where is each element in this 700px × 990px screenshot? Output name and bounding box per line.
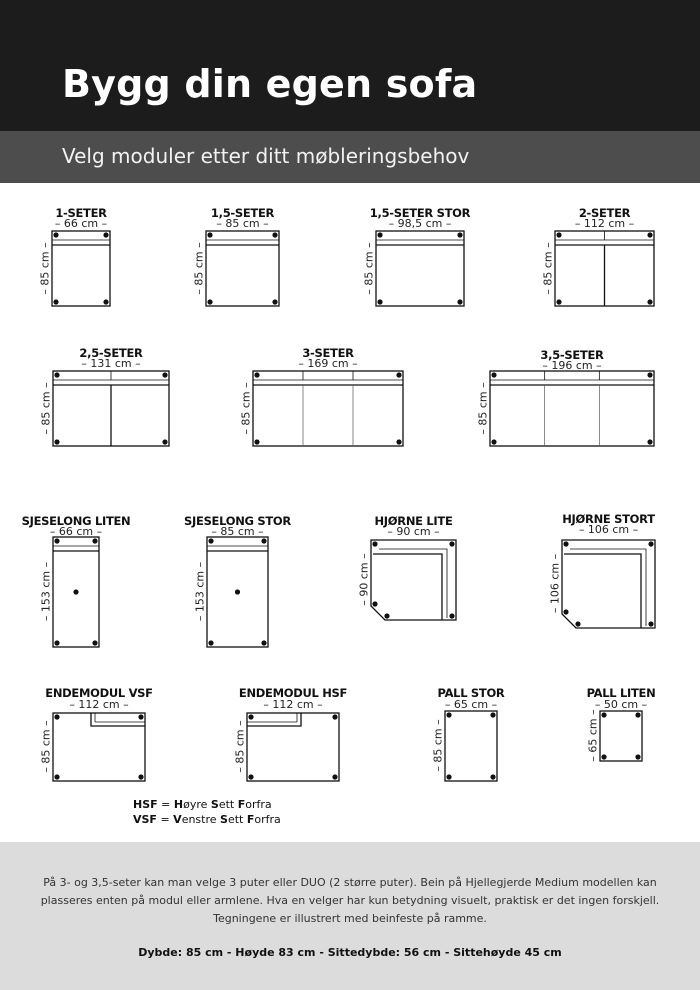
- width-label: – 112 cm –: [574, 217, 635, 230]
- leg-dot: [103, 299, 108, 304]
- page-title: Bygg din egen sofa: [62, 62, 478, 106]
- width-label: – 66 cm –: [54, 217, 108, 230]
- leg-dot: [54, 714, 59, 719]
- leg-dot: [556, 232, 561, 237]
- module-outline: [376, 231, 464, 306]
- dimension-specs: Dybde: 85 cm - Høyde 83 cm - Sittedybde: 56 cm - Sittehøyde 45 cm: [138, 946, 562, 959]
- module-name: 1-SETER: [55, 206, 107, 220]
- leg-dot: [73, 589, 78, 594]
- module-name: 2-SETER: [578, 206, 631, 220]
- leg-dot: [272, 232, 277, 237]
- note-line: plasseres enten på modul eller armlene. Hva en velger har kun betydning visuelt, praktisk er det ingen forskjell.: [40, 894, 660, 907]
- depth-label: – 85 cm –: [38, 241, 52, 295]
- depth-label: – 85 cm –: [39, 720, 53, 773]
- module-name: HJØRNE LITE: [374, 514, 453, 528]
- leg-dot: [377, 299, 382, 304]
- module-name: SJESELONG LITEN: [21, 514, 131, 528]
- width-label: – 169 cm –: [298, 357, 358, 370]
- leg-dot: [103, 232, 108, 237]
- leg-dot: [575, 621, 580, 626]
- legend: [133, 797, 281, 827]
- depth-label: – 85 cm –: [233, 720, 247, 773]
- backrest-line: [379, 549, 447, 618]
- leg-dot: [396, 372, 401, 377]
- leg-dot: [248, 774, 253, 779]
- width-label: – 85 cm –: [211, 525, 264, 538]
- leg-dot: [647, 372, 652, 377]
- module-outline: [247, 713, 339, 781]
- leg-dot: [601, 754, 606, 759]
- module-name: 1,5-SETER STOR: [369, 206, 471, 220]
- leg-dot: [254, 372, 259, 377]
- leg-dot: [248, 714, 253, 719]
- module-name: 3-SETER: [302, 346, 354, 360]
- footer-note: [40, 874, 660, 928]
- module-name: PALL LITEN: [586, 686, 656, 700]
- width-label: – 196 cm –: [542, 359, 602, 372]
- depth-label: – 90 cm –: [357, 553, 371, 606]
- leg-dot: [272, 299, 277, 304]
- leg-dot: [457, 299, 462, 304]
- depth-label: – 153 cm –: [193, 561, 207, 622]
- module-outline: [53, 713, 145, 781]
- module-outline: [445, 711, 497, 781]
- leg-dot: [138, 774, 143, 779]
- leg-dot: [332, 774, 337, 779]
- depth-label: – 106 cm –: [548, 553, 562, 614]
- leg-dot: [491, 439, 496, 444]
- depth-label: – 85 cm –: [239, 381, 253, 435]
- leg-dot: [491, 372, 496, 377]
- depth-label: – 85 cm –: [39, 381, 53, 435]
- module-name: 1,5-SETER: [210, 206, 275, 220]
- leg-dot: [54, 372, 59, 377]
- leg-dot: [635, 712, 640, 717]
- module-name: 3,5-SETER: [540, 348, 604, 362]
- backrest-line: [373, 554, 442, 620]
- module-name: ENDEMODUL HSF: [238, 686, 348, 700]
- leg-dot: [648, 541, 653, 546]
- module-name: 2,5-SETER: [79, 346, 143, 360]
- leg-dot: [254, 439, 259, 444]
- module-outline: [371, 540, 456, 620]
- leg-dot: [54, 640, 59, 645]
- module-name: SJESELONG STOR: [184, 514, 291, 528]
- width-label: – 131 cm –: [81, 357, 141, 370]
- backrest-line: [570, 549, 646, 626]
- module-outline: [490, 371, 654, 446]
- leg-dot: [384, 613, 389, 618]
- module-outline: [52, 231, 110, 306]
- leg-dot: [601, 712, 606, 717]
- leg-dot: [377, 232, 382, 237]
- leg-dot: [53, 299, 58, 304]
- module-name: HJØRNE STORT: [562, 512, 655, 526]
- backrest-line: [564, 554, 641, 628]
- legend-hsf: HSF = Høyre Sett Forfra: [133, 798, 272, 811]
- width-label: – 90 cm –: [387, 525, 440, 538]
- leg-dot: [54, 439, 59, 444]
- leg-dot: [647, 232, 652, 237]
- leg-dot: [208, 538, 213, 543]
- leg-dot: [332, 714, 337, 719]
- leg-dot: [647, 439, 652, 444]
- leg-dot: [449, 613, 454, 618]
- leg-dot: [635, 754, 640, 759]
- leg-dot: [449, 541, 454, 546]
- leg-dot: [162, 439, 167, 444]
- depth-label: – 85 cm –: [192, 241, 206, 295]
- depth-label: – 85 cm –: [541, 241, 555, 295]
- leg-dot: [446, 712, 451, 717]
- width-label: – 65 cm –: [444, 698, 498, 711]
- width-label: – 112 cm –: [69, 698, 129, 711]
- width-label: – 106 cm –: [578, 523, 639, 536]
- leg-dot: [563, 541, 568, 546]
- depth-label: – 85 cm –: [362, 241, 376, 295]
- note-line: Tegningene er illustrert med beinfeste på ramme.: [213, 912, 487, 925]
- module-name: PALL STOR: [437, 686, 505, 700]
- depth-label: – 65 cm –: [586, 709, 600, 762]
- depth-label: – 153 cm –: [39, 561, 53, 622]
- module-outline: [206, 231, 279, 306]
- leg-dot: [647, 299, 652, 304]
- width-label: – 112 cm –: [263, 698, 323, 711]
- leg-dot: [372, 601, 377, 606]
- leg-dot: [457, 232, 462, 237]
- note-line: På 3- og 3,5-seter kan man velge 3 puter eller DUO (2 større puter). Bein på Hjellegjerde Medium modellen kan: [43, 876, 657, 889]
- legend-vsf: VSF = Venstre Sett Forfra: [133, 813, 281, 826]
- leg-dot: [556, 299, 561, 304]
- leg-dot: [207, 232, 212, 237]
- module-outline: [253, 371, 403, 446]
- leg-dot: [92, 640, 97, 645]
- leg-dot: [261, 640, 266, 645]
- leg-dot: [372, 541, 377, 546]
- module-name: ENDEMODUL VSF: [45, 686, 153, 700]
- width-label: – 66 cm –: [49, 525, 103, 538]
- leg-dot: [208, 640, 213, 645]
- leg-dot: [490, 712, 495, 717]
- leg-dot: [446, 774, 451, 779]
- leg-dot: [138, 714, 143, 719]
- leg-dot: [162, 372, 167, 377]
- width-label: – 85 cm –: [216, 217, 269, 230]
- leg-dot: [235, 589, 240, 594]
- backrest-line: [247, 713, 301, 726]
- leg-dot: [54, 538, 59, 543]
- depth-label: – 85 cm –: [476, 381, 490, 435]
- leg-dot: [261, 538, 266, 543]
- leg-dot: [53, 232, 58, 237]
- leg-dot: [490, 774, 495, 779]
- width-label: – 98,5 cm –: [388, 217, 452, 230]
- page-subtitle: Velg moduler etter ditt møbleringsbehov: [62, 144, 470, 168]
- width-label: – 50 cm –: [594, 698, 648, 711]
- leg-dot: [648, 621, 653, 626]
- leg-dot: [563, 609, 568, 614]
- footer: [0, 842, 700, 990]
- leg-dot: [54, 774, 59, 779]
- depth-label: – 85 cm –: [431, 719, 445, 772]
- backrest-line: [91, 713, 145, 726]
- leg-dot: [396, 439, 401, 444]
- leg-dot: [92, 538, 97, 543]
- leg-dot: [207, 299, 212, 304]
- module-outline: [600, 711, 642, 761]
